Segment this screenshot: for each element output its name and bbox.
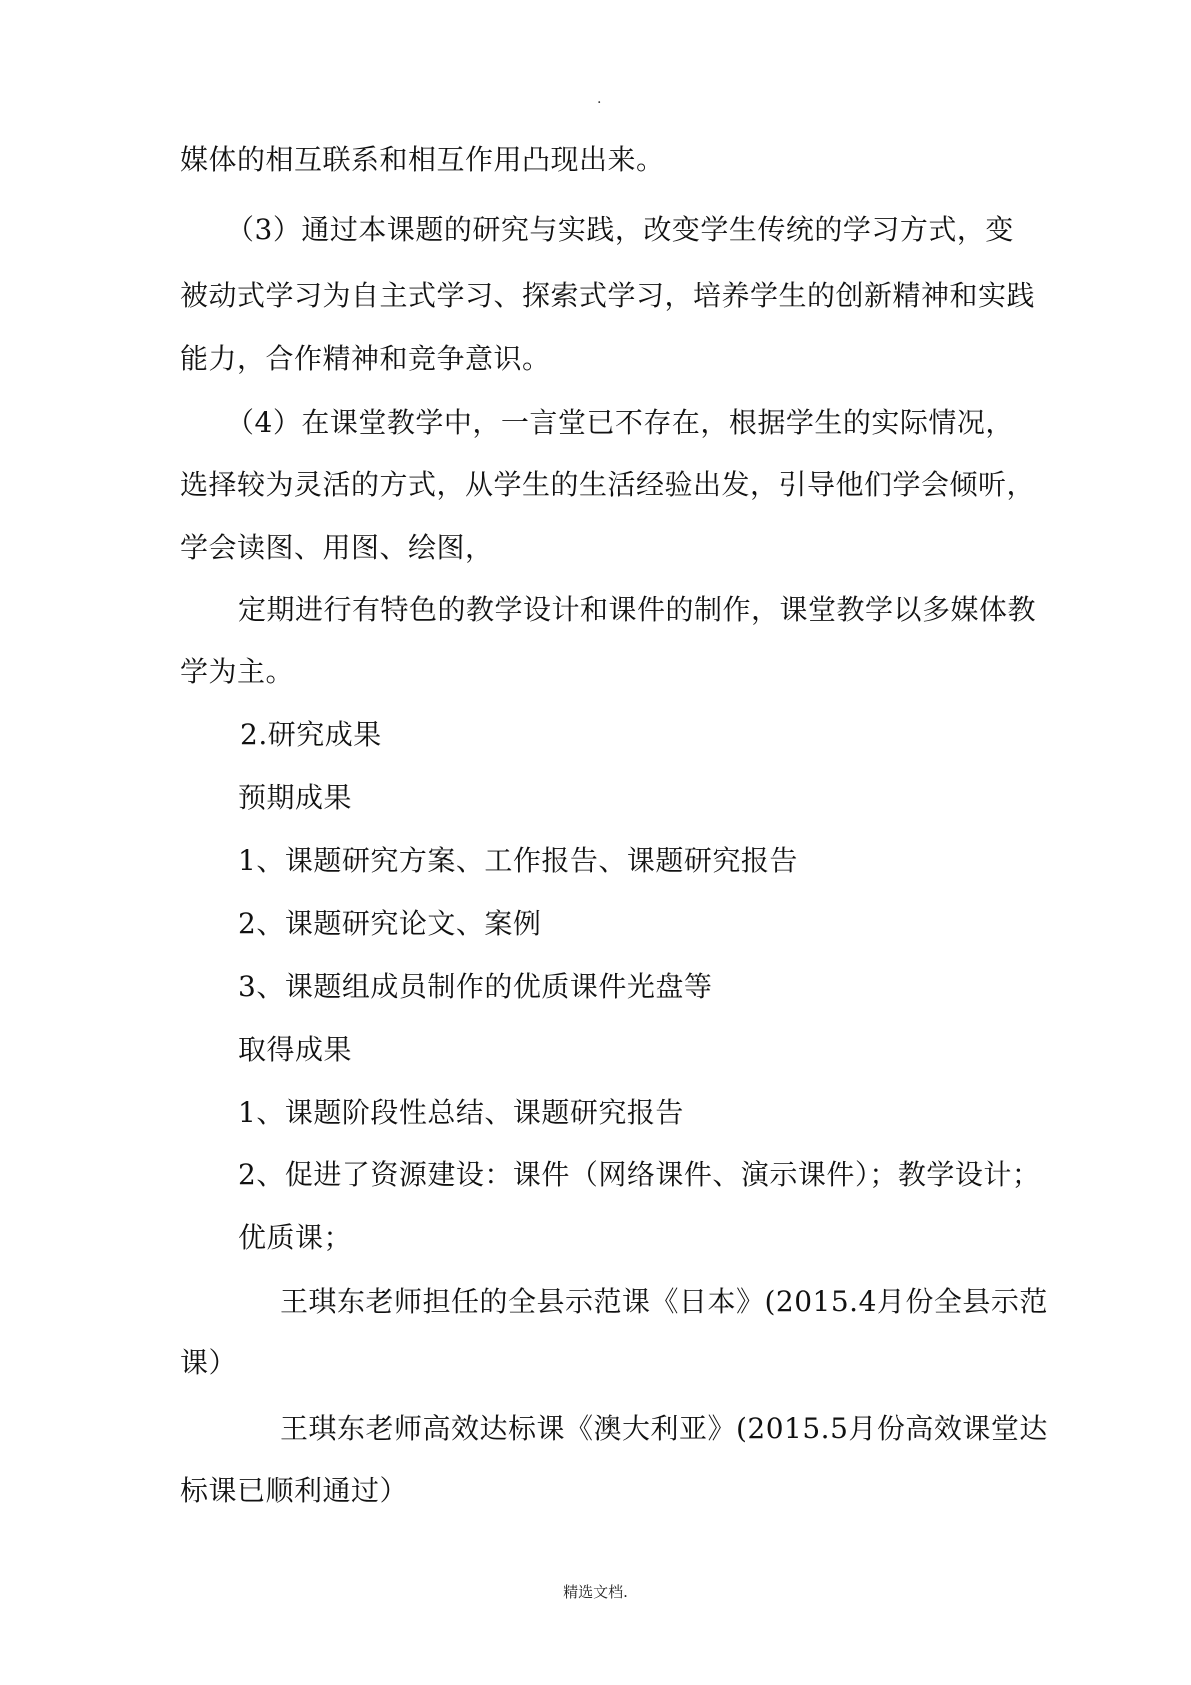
paragraph-line: 能力，合作精神和竞争意识。	[180, 342, 551, 375]
section-heading: 2.研究成果	[240, 718, 382, 751]
list-item: 2、课题研究论文、案例	[238, 907, 542, 940]
paragraph-line: 选择较为灵活的方式，从学生的生活经验出发，引导他们学会倾听，	[180, 468, 1036, 501]
paragraph-line: 被动式学习为自主式学习、探索式学习，培养学生的创新精神和实践	[180, 279, 1036, 312]
paragraph-line: （3）通过本课题的研究与实践，改变学生传统的学习方式，变	[226, 213, 1014, 246]
list-item: 2、促进了资源建设：课件（网络课件、演示课件）；教学设计；	[238, 1158, 1041, 1191]
paragraph-line: 优质课；	[238, 1221, 353, 1254]
subheading: 取得成果	[238, 1033, 353, 1066]
paragraph-line: 王琪东老师担任的全县示范课《日本》(2015.4月份全县示范	[280, 1285, 1048, 1318]
paragraph-line: 媒体的相互联系和相互作用凸现出来。	[180, 143, 665, 176]
header-mark: .	[597, 91, 602, 107]
paragraph-line: （4）在课堂教学中，一言堂已不存在，根据学生的实际情况，	[226, 406, 1014, 439]
list-item: 1、课题研究方案、工作报告、课题研究报告	[238, 844, 798, 877]
page-footer: 精选文档.	[563, 1583, 628, 1601]
paragraph-line: 学为主。	[180, 655, 295, 688]
paragraph-line: 课）	[180, 1346, 238, 1379]
paragraph-line: 定期进行有特色的教学设计和课件的制作，课堂教学以多媒体教	[238, 593, 1037, 626]
paragraph-line: 王琪东老师高效达标课《澳大利亚》(2015.5月份高效课堂达	[280, 1412, 1048, 1445]
subheading: 预期成果	[238, 781, 353, 814]
paragraph-line: 标课已顺利通过）	[180, 1474, 409, 1507]
list-item: 3、课题组成员制作的优质课件光盘等	[238, 970, 713, 1003]
paragraph-line: 学会读图、用图、绘图，	[180, 531, 494, 564]
list-item: 1、课题阶段性总结、课题研究报告	[238, 1096, 684, 1129]
